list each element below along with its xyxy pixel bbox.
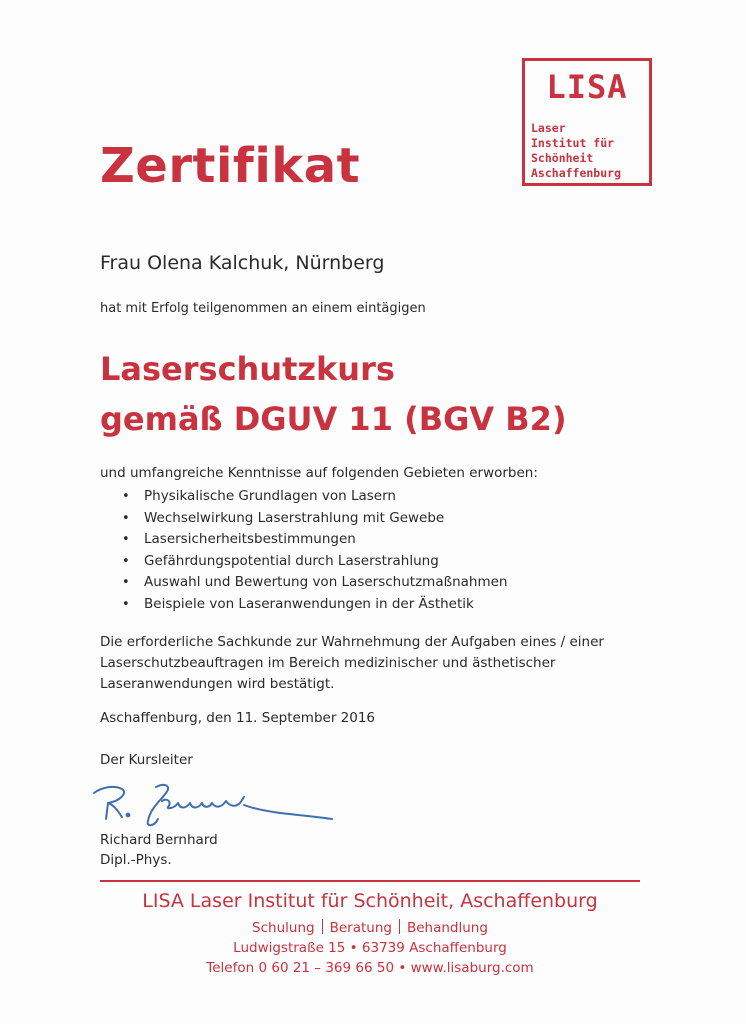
handwritten-signature — [84, 775, 344, 835]
knowledge-intro: und umfangreiche Kenntnisse auf folgenden Gebieten erworben: — [100, 465, 538, 481]
topic-label: Auswahl und Bewertung von Laserschutzmaßnahmen — [144, 574, 508, 590]
service-label: Schulung — [252, 920, 315, 936]
logo-title: LISA — [546, 68, 628, 106]
logo-text — [531, 121, 621, 181]
place-date: Aschaffenburg, den 11. September 2016 — [100, 710, 376, 726]
course-name — [100, 344, 567, 444]
topic-list — [122, 486, 508, 615]
signer-title: Dipl.-Phys. — [100, 852, 172, 868]
bullet: • — [122, 532, 130, 547]
service-separator — [322, 919, 323, 934]
footer-services — [100, 918, 640, 938]
logo-line: Laser — [531, 121, 566, 135]
bullet: • — [122, 553, 130, 569]
topic-item — [122, 551, 508, 573]
footer — [100, 886, 640, 978]
qualification-statement: Die erforderliche Sachkunde zur Wahrnehmung der Aufgaben eines / einer Laserschutzbeauftragen im Bereich medizinischer und ästhetischer Laseranwendungen wird bestätigt. — [100, 634, 604, 692]
lisa-logo — [522, 58, 652, 186]
topic-item — [122, 594, 508, 616]
topic-item — [122, 529, 508, 551]
topic-item — [122, 572, 508, 594]
logo-line: Institut für — [531, 136, 615, 150]
footer-contact: Telefon 0 60 21 – 369 66 50 • www.lisaburg.com — [206, 960, 534, 976]
topic-label: Physikalische Grundlagen von Lasern — [144, 488, 396, 504]
footer-divider — [100, 880, 640, 882]
bullet: • — [122, 596, 130, 612]
participation-text: hat mit Erfolg teilgenommen an einem eintägigen — [100, 301, 426, 316]
topic-item — [122, 508, 508, 530]
bullet: • — [122, 510, 130, 526]
logo-line: Aschaffenburg — [531, 166, 622, 180]
service-separator — [399, 919, 400, 934]
topic-label: Lasersicherheitsbestimmungen — [144, 531, 356, 547]
bullet: • — [122, 489, 130, 504]
course-line-2: gemäß DGUV 11 (BGV B2) — [100, 400, 567, 438]
topic-label: Wechselwirkung Laserstrahlung mit Gewebe — [144, 509, 445, 526]
bullet: • — [122, 575, 130, 590]
signer-name: Richard Bernhard — [100, 832, 218, 848]
service-label: Beratung — [329, 920, 392, 936]
course-line-1: Laserschutzkurs — [100, 350, 395, 388]
certificate-title: Zertifikat — [100, 138, 361, 194]
footer-organization: LISA Laser Institut für Schönheit, Aschaffenburg — [142, 890, 598, 912]
course-leader-label: Der Kursleiter — [100, 752, 193, 768]
logo-line: Schönheit — [531, 151, 594, 165]
footer-address: Ludwigstraße 15 • 63739 Aschaffenburg — [233, 940, 507, 956]
recipient: Frau Olena Kalchuk, Nürnberg — [100, 252, 385, 274]
topic-label: Beispiele von Laseranwendungen in der Ästhetik — [144, 595, 474, 612]
topic-item — [122, 486, 508, 508]
topic-label: Gefährdungspotential durch Laserstrahlung — [144, 552, 439, 569]
service-label: Behandlung — [406, 920, 488, 936]
